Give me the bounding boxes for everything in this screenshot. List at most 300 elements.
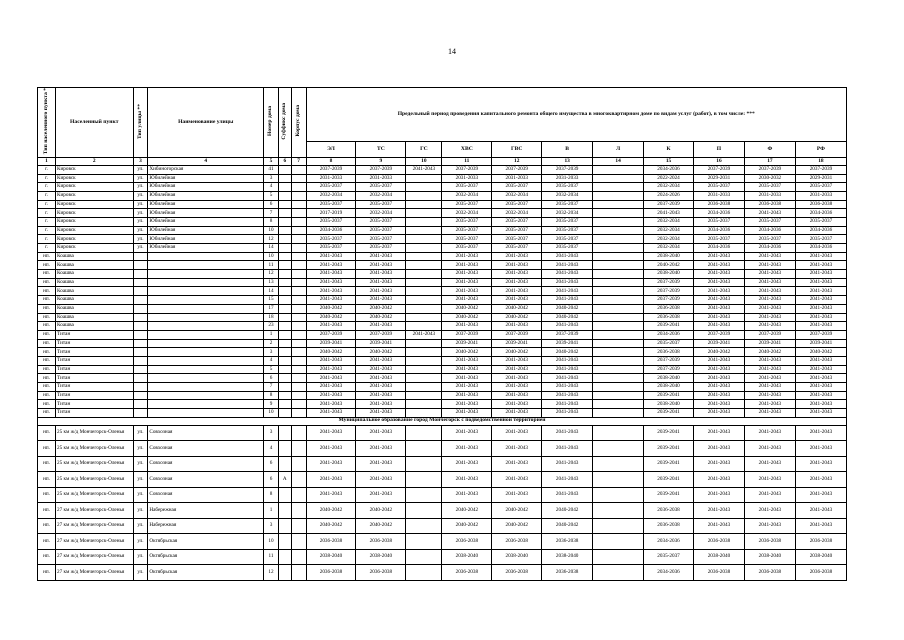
table-cell — [291, 174, 306, 183]
table-cell — [278, 400, 291, 409]
table-cell: 2017-2019 — [306, 209, 356, 218]
table-cell: 2041-2043 — [356, 409, 406, 418]
table-cell: 2041-2043 — [744, 472, 795, 488]
table-cell: Юбилейная — [148, 183, 264, 192]
table-cell: 2039-2041 — [644, 409, 694, 418]
table-cell: Набережная — [148, 518, 264, 534]
table-cell — [291, 200, 306, 209]
table-cell: 2032-2034 — [644, 226, 694, 235]
table-cell: 2041-2043 — [542, 252, 593, 261]
table-cell: 2041-2043 — [744, 304, 795, 313]
table-cell: Титан — [56, 400, 133, 409]
table-cell — [291, 235, 306, 244]
table-cell: 2040-2042 — [542, 313, 593, 322]
table-cell: 2041-2043 — [744, 261, 795, 270]
table-cell: Юбилейная — [148, 200, 264, 209]
table-cell: 2036-2038 — [442, 534, 492, 550]
table-cell: ул. — [133, 487, 148, 503]
table-cell — [593, 200, 644, 209]
table-cell: Кировск — [56, 191, 133, 200]
table-cell — [406, 191, 442, 200]
table-cell: 2035-2037 — [356, 217, 406, 226]
table-cell: 2038-2040 — [356, 549, 406, 565]
table-cell — [406, 534, 442, 550]
section-title: Муниципальное образование город Мончегорск с подведомственной территорией — [38, 417, 847, 425]
table-cell: Титан — [56, 391, 133, 400]
table-cell — [593, 487, 644, 503]
table-cell: 2037-2039 — [744, 165, 795, 174]
table-cell: 2036-2038 — [356, 534, 406, 550]
table-cell — [291, 296, 306, 305]
table-cell: 2041-2043 — [492, 252, 542, 261]
table-cell: 2041-2043 — [693, 261, 744, 270]
table-cell: 2038-2040 — [542, 549, 593, 565]
table-cell: 2035-2037 — [644, 549, 694, 565]
table-cell: 2041-2043 — [795, 503, 846, 519]
table-cell: 2038-2040 — [306, 549, 356, 565]
table-cell — [593, 374, 644, 383]
table-cell: 4 — [264, 356, 279, 365]
table-cell: 2034-2036 — [744, 244, 795, 253]
table-cell: 1 — [264, 330, 279, 339]
table-cell — [593, 183, 644, 192]
table-cell: 2035-2037 — [492, 226, 542, 235]
table-cell: 2041-2043 — [442, 261, 492, 270]
table-cell: 2041-2043 — [492, 287, 542, 296]
table-cell: 2041-2043 — [795, 270, 846, 279]
table-cell: 2031-2033 — [542, 174, 593, 183]
table-cell: нп. — [38, 374, 56, 383]
table-cell: 2032-2034 — [306, 191, 356, 200]
table-cell: 2041-2043 — [542, 270, 593, 279]
table-cell: 2041-2043 — [542, 409, 593, 418]
table-cell: 2034-2036 — [795, 244, 846, 253]
table-cell: 2041-2043 — [306, 287, 356, 296]
table-cell — [133, 348, 148, 357]
table-cell: 2041-2043 — [442, 270, 492, 279]
table-cell: Октябрьская — [148, 565, 264, 581]
table-cell: 2032-2034 — [542, 209, 593, 218]
table-cell: ул. — [133, 472, 148, 488]
table-cell: 2036-2038 — [644, 518, 694, 534]
table-cell — [133, 356, 148, 365]
table-cell — [148, 330, 264, 339]
table-cell: 2037-2039 — [542, 165, 593, 174]
table-cell — [291, 409, 306, 418]
table-cell: 2040-2042 — [492, 313, 542, 322]
table-cell: 2041-2043 — [644, 209, 694, 218]
table-cell: 2035-2037 — [492, 200, 542, 209]
capital-repair-table — [37, 87, 847, 581]
table-cell: 2041-2043 — [356, 365, 406, 374]
table-cell — [278, 409, 291, 418]
header-service: В — [542, 141, 593, 157]
table-cell: 12 — [264, 565, 279, 581]
table-cell: 2041-2043 — [306, 441, 356, 457]
table-cell: 2040-2042 — [306, 313, 356, 322]
table-row — [38, 356, 847, 365]
column-number: 9 — [356, 157, 406, 165]
table-cell: 10 — [264, 252, 279, 261]
table-cell: 2041-2043 — [795, 425, 846, 441]
table-row — [38, 200, 847, 209]
table-cell: 2032-2034 — [542, 191, 593, 200]
table-cell: 2041-2043 — [795, 400, 846, 409]
table-cell — [278, 348, 291, 357]
table-cell — [291, 400, 306, 409]
table-cell: нп. — [38, 456, 56, 472]
table-cell: 14 — [264, 287, 279, 296]
table-cell — [593, 441, 644, 457]
table-cell: 2035-2037 — [306, 235, 356, 244]
column-number: 8 — [306, 157, 356, 165]
table-cell: 2041-2043 — [492, 261, 542, 270]
table-cell: 12 — [264, 270, 279, 279]
table-cell: 2029-2031 — [693, 174, 744, 183]
table-cell: Юбилейная — [148, 209, 264, 218]
table-cell: 2041-2043 — [795, 356, 846, 365]
table-cell: 2041-2043 — [442, 400, 492, 409]
table-cell: г. — [38, 235, 56, 244]
table-cell: 2032-2034 — [644, 244, 694, 253]
table-cell: Коашва — [56, 313, 133, 322]
table-row — [38, 441, 847, 457]
table-cell: 2041-2043 — [442, 487, 492, 503]
table-cell — [291, 226, 306, 235]
table-cell: нп. — [38, 322, 56, 331]
table-cell: 7 — [264, 383, 279, 392]
table-cell: 2041-2043 — [306, 365, 356, 374]
table-cell: 2037-2039 — [644, 287, 694, 296]
column-number: 13 — [542, 157, 593, 165]
table-cell: 2041-2043 — [356, 456, 406, 472]
table-cell: 2041-2043 — [795, 313, 846, 322]
table-cell: 2035-2037 — [492, 235, 542, 244]
table-cell: Кировск — [56, 209, 133, 218]
table-cell — [406, 374, 442, 383]
table-cell: нп. — [38, 441, 56, 457]
table-cell: Титан — [56, 374, 133, 383]
table-cell — [291, 472, 306, 488]
table-cell: 2041-2043 — [306, 296, 356, 305]
table-cell: 2040-2042 — [306, 348, 356, 357]
table-cell: 2037-2039 — [492, 330, 542, 339]
table-cell: 2035-2037 — [442, 200, 492, 209]
table-cell — [593, 348, 644, 357]
table-cell: 2039-2041 — [644, 391, 694, 400]
table-cell: 2035-2037 — [744, 183, 795, 192]
table-cell: 10 — [264, 534, 279, 550]
table-cell: 2034-2036 — [644, 165, 694, 174]
table-cell: Кировск — [56, 165, 133, 174]
table-cell: 2035-2037 — [306, 244, 356, 253]
column-number: 18 — [795, 157, 846, 165]
table-cell: 2041-2043 — [356, 374, 406, 383]
table-cell — [406, 174, 442, 183]
table-cell: 2036-2038 — [542, 565, 593, 581]
table-cell: 2036-2038 — [306, 534, 356, 550]
table-cell: 25 км ж/д Мончегорск-Оленья — [56, 425, 133, 441]
table-cell: 2041-2043 — [693, 441, 744, 457]
header-service: Ф — [744, 141, 795, 157]
table-cell: 2041-2043 — [442, 287, 492, 296]
table-cell: 2041-2043 — [356, 356, 406, 365]
table-cell: 13 — [264, 278, 279, 287]
table-cell: 2038-2040 — [442, 549, 492, 565]
table-cell — [291, 365, 306, 374]
table-cell: 2035-2037 — [492, 183, 542, 192]
table-cell: 2031-2033 — [306, 174, 356, 183]
table-cell — [148, 356, 264, 365]
table-cell: Титан — [56, 409, 133, 418]
table-cell: 2041-2043 — [306, 356, 356, 365]
table-cell — [133, 304, 148, 313]
table-cell: Юбилейная — [148, 244, 264, 253]
table-cell: 2 — [264, 339, 279, 348]
header-street-type: Тип улицы ** — [133, 88, 148, 158]
table-cell: 2041-2043 — [693, 503, 744, 519]
table-cell — [406, 487, 442, 503]
table-cell: 2041-2043 — [693, 518, 744, 534]
table-cell: 2032-2034 — [356, 191, 406, 200]
table-cell: 12 — [264, 235, 279, 244]
table-cell: 2041-2043 — [542, 400, 593, 409]
table-cell — [148, 383, 264, 392]
table-cell: нп. — [38, 313, 56, 322]
table-cell — [291, 383, 306, 392]
table-cell: ул. — [133, 200, 148, 209]
table-cell: 2041-2043 — [542, 456, 593, 472]
table-row — [38, 165, 847, 174]
table-cell: 2035-2037 — [744, 235, 795, 244]
table-cell: 3 — [264, 174, 279, 183]
table-row — [38, 304, 847, 313]
table-cell: Набережная — [148, 503, 264, 519]
table-cell: 27 км ж/д Мончегорск-Оленья — [56, 503, 133, 519]
table-cell: 2035-2037 — [442, 244, 492, 253]
table-cell — [406, 400, 442, 409]
table-cell: 2041-2043 — [542, 441, 593, 457]
table-cell: 2035-2037 — [542, 217, 593, 226]
table-cell: ул. — [133, 235, 148, 244]
table-cell: 2024-2026 — [644, 191, 694, 200]
table-cell: 2035-2037 — [795, 217, 846, 226]
table-cell: 2041-2043 — [693, 456, 744, 472]
table-cell: 2034-2036 — [644, 565, 694, 581]
table-cell: 2041-2043 — [744, 270, 795, 279]
table-cell: 2038-2040 — [492, 549, 542, 565]
table-cell: 2035-2037 — [442, 235, 492, 244]
table-cell: 2041-2043 — [442, 322, 492, 331]
table-cell: 2040-2042 — [542, 348, 593, 357]
table-cell: 2037-2039 — [795, 330, 846, 339]
table-cell: 2035-2037 — [795, 183, 846, 192]
table-cell: 2041-2043 — [744, 287, 795, 296]
table-cell: 2041-2043 — [442, 374, 492, 383]
table-cell — [278, 425, 291, 441]
table-cell: 2031-2033 — [356, 174, 406, 183]
table-cell: 2040-2042 — [306, 503, 356, 519]
table-cell — [406, 200, 442, 209]
table-cell: 2035-2037 — [744, 217, 795, 226]
table-cell — [133, 400, 148, 409]
table-cell: г. — [38, 226, 56, 235]
table-cell: 2037-2039 — [356, 330, 406, 339]
table-cell — [133, 391, 148, 400]
table-cell: 2041-2043 — [795, 441, 846, 457]
table-row — [38, 191, 847, 200]
table-cell: Коашва — [56, 278, 133, 287]
header-service: ГС — [406, 141, 442, 157]
table-cell — [593, 287, 644, 296]
table-cell: 2041-2043 — [542, 356, 593, 365]
table-cell: 2041-2043 — [693, 487, 744, 503]
header-settlement-type: Тип населенного пункта * — [38, 88, 56, 158]
header-service: К — [644, 141, 694, 157]
table-cell — [291, 183, 306, 192]
table-cell — [278, 252, 291, 261]
table-cell: 2041-2043 — [356, 487, 406, 503]
table-cell — [593, 244, 644, 253]
table-cell: 2041-2043 — [542, 278, 593, 287]
table-cell: 2032-2034 — [442, 209, 492, 218]
table-cell: 2041-2043 — [693, 287, 744, 296]
table-cell — [593, 165, 644, 174]
table-cell — [148, 322, 264, 331]
table-cell: 2035-2037 — [542, 183, 593, 192]
table-cell — [291, 565, 306, 581]
header-corpus: Корпус дома — [291, 88, 306, 158]
header-suffix: Суффикс дома — [278, 88, 291, 158]
table-cell: 2031-2033 — [492, 174, 542, 183]
table-cell — [291, 313, 306, 322]
column-number: 15 — [644, 157, 694, 165]
table-cell: 2041-2043 — [442, 252, 492, 261]
table-cell: Титан — [56, 330, 133, 339]
table-cell: Совхозная — [148, 487, 264, 503]
column-number: 2 — [56, 157, 133, 165]
table-cell: Коашва — [56, 270, 133, 279]
table-cell: 2041-2043 — [356, 472, 406, 488]
table-cell: нп. — [38, 503, 56, 519]
table-cell: г. — [38, 209, 56, 218]
table-cell: 2036-2038 — [795, 565, 846, 581]
table-cell: 2039-2041 — [542, 339, 593, 348]
table-cell — [278, 278, 291, 287]
table-cell — [278, 456, 291, 472]
table-cell: 2041-2043 — [356, 383, 406, 392]
table-cell — [133, 383, 148, 392]
table-cell — [291, 348, 306, 357]
table-cell: 2041-2043 — [406, 330, 442, 339]
table-cell — [593, 235, 644, 244]
table-cell: 2039-2041 — [306, 339, 356, 348]
table-cell — [593, 383, 644, 392]
table-cell: ул. — [133, 165, 148, 174]
table-cell: 2037-2039 — [442, 330, 492, 339]
column-number: 14 — [593, 157, 644, 165]
table-cell: 2035-2037 — [442, 217, 492, 226]
table-cell: Юбилейная — [148, 226, 264, 235]
table-cell: 2040-2042 — [306, 304, 356, 313]
table-cell: 2038-2040 — [644, 374, 694, 383]
table-cell: 2035-2037 — [306, 200, 356, 209]
table-cell: 2037-2039 — [644, 278, 694, 287]
table-cell — [593, 296, 644, 305]
table-cell: ул. — [133, 518, 148, 534]
table-cell — [593, 456, 644, 472]
table-cell — [593, 270, 644, 279]
table-cell: 2041-2043 — [406, 165, 442, 174]
table-cell: 2035-2037 — [542, 244, 593, 253]
table-cell — [291, 339, 306, 348]
table-cell: 2031-2033 — [693, 191, 744, 200]
table-cell: нп. — [38, 400, 56, 409]
table-cell: 2041-2043 — [744, 356, 795, 365]
table-cell: 2036-2038 — [795, 534, 846, 550]
table-cell: 2041-2043 — [442, 278, 492, 287]
table-cell: Хибиногорская — [148, 165, 264, 174]
table-row — [38, 313, 847, 322]
table-cell: Кировск — [56, 217, 133, 226]
table-cell: 2039-2041 — [644, 456, 694, 472]
table-cell: нп. — [38, 304, 56, 313]
table-cell: г. — [38, 200, 56, 209]
table-cell — [278, 330, 291, 339]
table-cell — [406, 549, 442, 565]
table-cell: 2037-2039 — [356, 165, 406, 174]
table-cell — [278, 374, 291, 383]
table-cell: 2035-2037 — [356, 183, 406, 192]
table-row — [38, 365, 847, 374]
table-cell: 2041-2043 — [744, 409, 795, 418]
table-cell — [291, 534, 306, 550]
table-cell: 2041-2043 — [744, 365, 795, 374]
header-settlement: Населенный пункт — [56, 88, 133, 158]
table-cell: 9 — [264, 400, 279, 409]
table-cell — [406, 270, 442, 279]
table-cell — [593, 339, 644, 348]
table-cell — [593, 261, 644, 270]
table-cell: нп. — [38, 549, 56, 565]
table-cell: 2036-2038 — [442, 565, 492, 581]
table-cell: 2041-2043 — [795, 287, 846, 296]
table-cell — [291, 518, 306, 534]
table-cell — [593, 391, 644, 400]
table-cell: 2032-2034 — [492, 191, 542, 200]
column-number: 12 — [492, 157, 542, 165]
table-cell: 2035-2037 — [542, 200, 593, 209]
table-cell: 2041-2043 — [306, 278, 356, 287]
table-cell — [593, 409, 644, 418]
table-cell — [406, 383, 442, 392]
table-cell: 2040-2042 — [442, 304, 492, 313]
table-row — [38, 322, 847, 331]
table-cell — [406, 252, 442, 261]
table-cell — [406, 409, 442, 418]
table-cell — [406, 441, 442, 457]
table-cell — [148, 270, 264, 279]
table-row — [38, 383, 847, 392]
table-cell — [278, 487, 291, 503]
table-cell: 2041-2043 — [744, 391, 795, 400]
table-row — [38, 487, 847, 503]
table-cell — [593, 313, 644, 322]
table-cell: 2041-2043 — [356, 252, 406, 261]
table-row — [38, 270, 847, 279]
table-cell — [278, 565, 291, 581]
table-cell: 2041-2043 — [442, 391, 492, 400]
